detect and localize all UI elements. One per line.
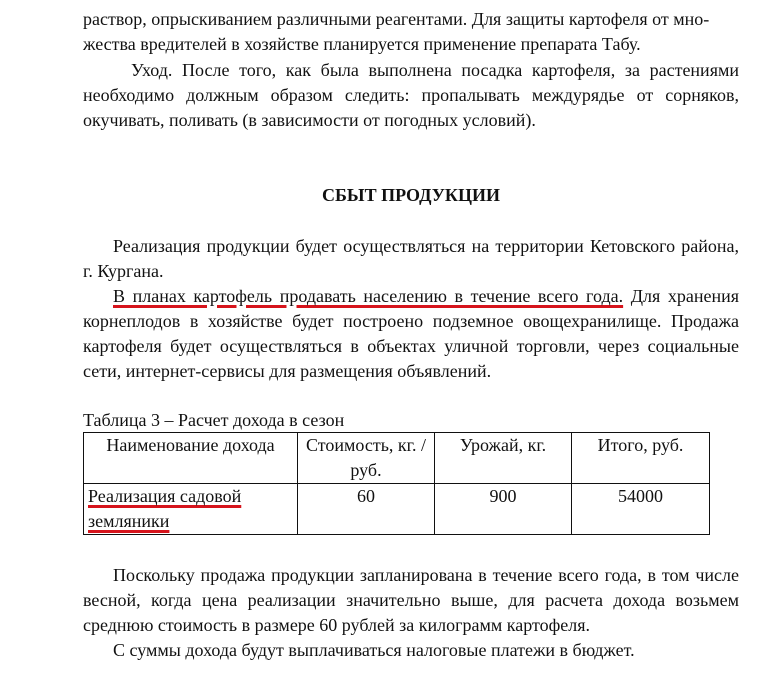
paragraph-sales-plan — [83, 284, 739, 384]
header-income-name: Наименование дохода — [84, 433, 298, 484]
paragraph-care: Уход. После того, как была выполнена посадка картофеля, за растениями необходимо должным образом следить: пропалывать междурядье от сорняков, окучивать, поливать (в зависимости от погодных условий). — [83, 60, 739, 130]
header-yield: Урожай, кг. — [435, 433, 572, 484]
cell-yield: 900 — [435, 484, 572, 535]
paragraph-taxes: С суммы дохода будут выплачиваться налоговые платежи в бюджет. — [113, 640, 635, 660]
paragraph-pricing: Поскольку продажа продукции запланирована в течение всего года, в том числе весной, когда цена реализации значительно выше, для расчета дохода возьмем среднюю стоимость в размере 60 рублей за килограмм картофеля. — [83, 565, 739, 635]
header-price: Стоимость, кг. /руб. — [298, 433, 435, 484]
header-total: Итого, руб. — [572, 433, 710, 484]
paragraph-top-line1: раствор, опрыскиванием различными реагентами. Для защиты картофеля от мно- — [83, 9, 710, 29]
section-heading: СБЫТ ПРОДУКЦИИ — [322, 185, 500, 205]
paragraph-top-line2: жества вредителей в хозяйстве планируется применение препарата Табу. — [83, 34, 641, 54]
cell-price: 60 — [298, 484, 435, 535]
table-caption: Таблица 3 – Расчет дохода в сезон — [83, 410, 345, 430]
cell-income-name — [84, 484, 298, 535]
cell-total: 54000 — [572, 484, 710, 535]
sales-plan-rest: Для хранения корнеплодов в хозяйстве будет построено подземное овощехранилище. Продажа картофеля будет осуществляться в объектах уличной торговли, через социальные сети, интернет-сервисы для размещения объявлений. — [83, 286, 739, 381]
underlined-income-name: Реализация садовой земляники — [88, 486, 242, 531]
table-row — [84, 484, 710, 535]
table-header-row — [84, 433, 710, 484]
paragraph-sales-region: Реализация продукции будет осуществляться на территории Кетовского района, г. Кургана. — [83, 236, 739, 281]
underlined-plan-text: В планах картофель продавать населению в течение всего года. — [113, 286, 624, 306]
income-table — [83, 432, 710, 535]
